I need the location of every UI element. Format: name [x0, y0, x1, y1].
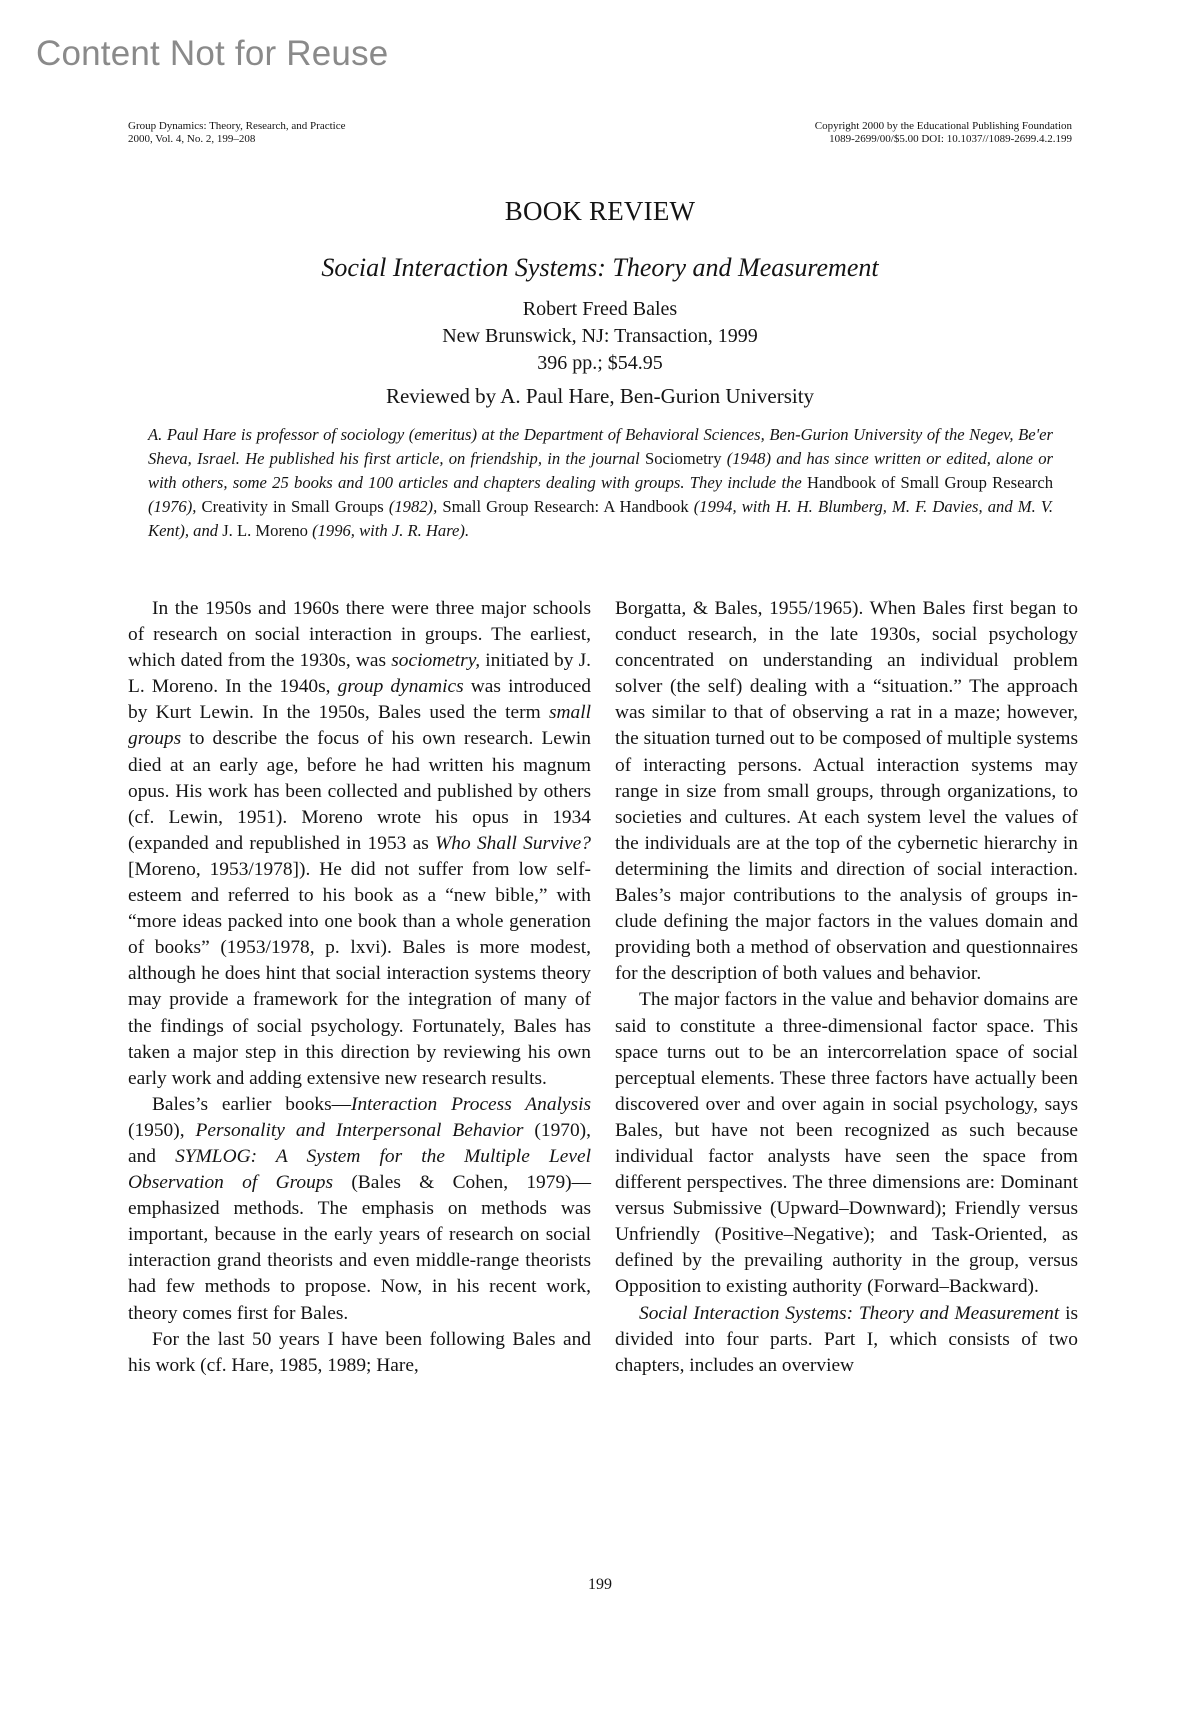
text-run: In the 1950s and 1960s there were three major schools of research on social interaction in groups. The earliest, which dated from the 1930s, was — [128, 598, 591, 672]
text-run: (1950), — [128, 1119, 196, 1141]
bio-text: (1982), — [383, 497, 443, 516]
text-run: is divided into four parts. Part I, which consists of two chapters, includes an overview — [615, 1302, 1079, 1376]
paragraph: The major factors in the value and behavior domains are said to constitute a three-dimensional factor space. This space turns out to be an intercorrelation space of social perceptual elements. These three factors have actually been discovered over and over again in social psychology, says Bales, but have not been recognized as such because individual factor analysts have seen the space from different perspectives. The three dimensions are: Dominant versus Submissive (Upward–Downward); Friendly versus Unfriendly (Positive–Negative); and Task-Oriented, as defined by the prevailing authority in the group, versus Opposition to existing authority (Forward–Backward). — [615, 989, 1078, 1298]
bio-text: (1996, with J. R. Hare). — [307, 521, 470, 540]
emphasis: SYMLOG: A System for the Multiple Level Observation of Groups — [128, 1145, 591, 1194]
text-run: [Moreno, 1953/1978]). He did not suffer from low self-esteem and referred to his book as a “new bible,” with “more ideas packed into one book than a whole generation of books” (1953/1978, p. lxvi). Bales is more modest, although he does hint that social interaction systems theory may provide a framework for the integration of many of the findings of social psychology. Fortunately, Bales has taken a major step in this direction by reviewing his own early work and adding extensive new research results. — [128, 858, 591, 1089]
emphasis: Interaction Process Analysis — [351, 1093, 592, 1115]
bio-book-title: Small Group Research: A Handbook — [442, 497, 689, 516]
bio-text: (1994, with H. H. Blumberg, M. F. Davies, and M. V. Kent), and — [148, 497, 1053, 540]
bio-book-title: Creativity in Small Groups — [201, 497, 384, 516]
bio-book-title: Handbook of Small Group Research — [807, 473, 1053, 492]
paragraph: For the last 50 years I have been following Bales and his work (cf. Hare, 1985, 1989; Hare, — [128, 1328, 591, 1376]
paragraph — [128, 596, 591, 1092]
journal-citation — [128, 120, 345, 146]
paragraph — [128, 1092, 591, 1327]
bio-text: A. Paul Hare is professor of sociology (emeritus) at the Department of Behavioral Sciences, Ben-Gurion University of the Negev, Be'er Sheva, Israel. He published his first article, on friendship, in the journal — [148, 425, 1053, 468]
text-run: initiated by J. L. Moreno. In the 1940s, — [128, 650, 591, 698]
bio-text: (1976), — [148, 497, 202, 516]
section-heading: BOOK REVIEW — [504, 196, 696, 226]
emphasis: Social Interaction Systems: Theory and Measurement — [639, 1302, 1060, 1324]
watermark: Content Not for Reuse — [36, 34, 389, 73]
right-column — [615, 596, 1078, 1379]
page-number: 199 — [588, 1576, 612, 1593]
emphasis: small groups — [128, 702, 591, 750]
emphasis: Personality and Interpersonal Behavior — [195, 1119, 524, 1141]
bio-text: (1948) and has since written or edited, alone or with others, some 25 books and 100 articles and chapters dealing with groups. They include the — [148, 449, 1053, 492]
text-run: (Bales & Cohen, 1979)—emphasized methods. The emphasis on methods was important, because in the early years of research on social interaction grand theorists and even middle-range theorists had few methods to propose. Now, in his recent work, theory comes first for Bales. — [128, 1172, 591, 1324]
book-title: Social Interaction Systems: Theory and Measurement — [321, 253, 879, 282]
emphasis: sociometry, — [391, 650, 481, 672]
paragraph: Borgatta, & Bales, 1955/1965). When Bales first began to conduct research, in the late 1930s, social psychology concentrated on understanding an individual problem solver (the self) dealing with a “situation.” The approach was similar to that of observing a rat in a maze; however, the situation turned out to be composed of multiple systems of interacting persons. Actual interaction systems may range in size from small groups, through organizations, to societies and cultures. At each system level the values of the individuals are at the top of the cybernetic hierarchy in determining the limits and direction of social interaction. Bales’s major contributions to the analysis of groups include defining the major factors in the values domain and providing both a method of observation and questionnaires for the description of both values and behavior. — [615, 598, 1078, 985]
text-run: to describe the focus of his own research. Lewin died at an early age, before he had written his magnum opus. His work has been collected and published by others (cf. Lewin, 1951). Moreno wrote his opus in 1934 (expanded and republished in 1953 as — [128, 728, 591, 854]
emphasis: group dynamics — [337, 676, 464, 698]
copyright-notice — [815, 120, 1072, 146]
book-author: Robert Freed Bales — [522, 298, 678, 320]
bio-journal-title: Sociometry — [645, 449, 722, 468]
reviewer-bio — [148, 423, 1053, 543]
text-run: was introduced by Kurt Lewin. In the 1950s, Bales used the term — [128, 676, 591, 724]
text-run: Bales’s earlier books— — [152, 1093, 352, 1115]
reviewer-line: Reviewed by A. Paul Hare, Ben-Gurion University — [385, 384, 815, 408]
doi-line: 1089-2699/00/$5.00 DOI: 10.1037//1089-2699.4.2.199 — [829, 133, 1072, 145]
book-publisher: New Brunswick, NJ: Transaction, 1999 — [442, 325, 758, 347]
paragraph — [615, 1301, 1078, 1379]
book-details — [0, 296, 1200, 377]
text-run: (1970), and — [128, 1119, 591, 1167]
book-pages-price: 396 pp.; $54.95 — [537, 352, 663, 374]
journal-name: Group Dynamics: Theory, Research, and Practice — [128, 120, 346, 132]
emphasis: Who Shall Survive? — [435, 832, 591, 854]
left-column — [128, 596, 591, 1379]
bio-book-title: J. L. Moreno — [222, 521, 308, 540]
copyright-line: Copyright 2000 by the Educational Publishing Foundation — [814, 120, 1072, 132]
journal-volume: 2000, Vol. 4, No. 2, 199–208 — [128, 133, 256, 145]
